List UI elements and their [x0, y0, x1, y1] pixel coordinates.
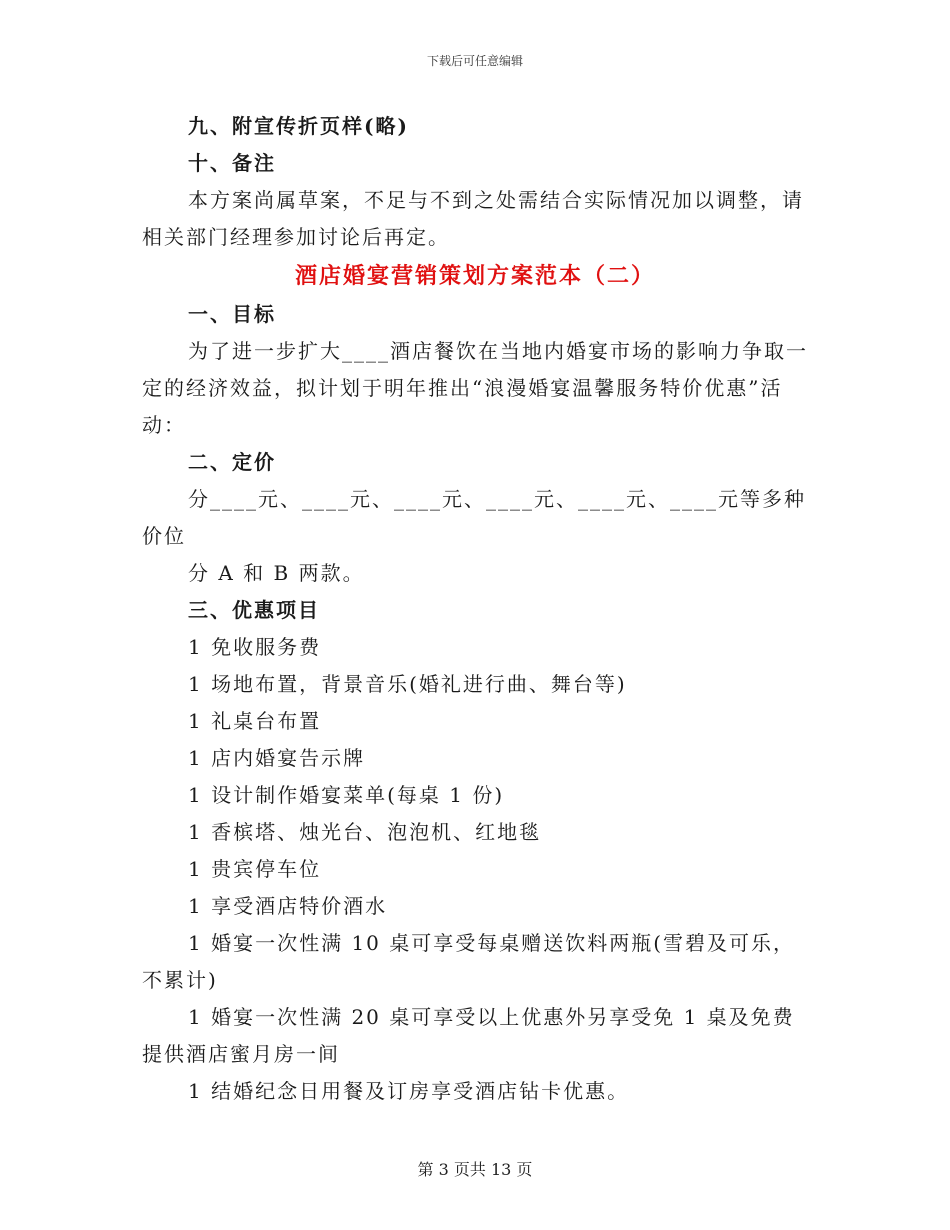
page-header: 下载后可任意编辑	[426, 54, 523, 68]
section-heading-10: 十、备注	[188, 151, 276, 175]
list-item: 1 享受酒店特价酒水	[188, 894, 388, 918]
list-item: 1 贵宾停车位	[188, 857, 322, 881]
list-item: 1 礼桌台布置	[188, 709, 322, 733]
document-title: 酒店婚宴营销策划方案范本（二）	[294, 263, 655, 289]
note-paragraph: 本方案尚属草案，不足与不到之处需结合实际情况加以调整，请相关部门经理参加讨论后再定。	[142, 188, 804, 249]
section-heading-2: 二、定价	[188, 450, 276, 474]
list-item: 1 婚宴一次性满 20 桌可享受以上优惠外另享受免 1 桌及免费提供酒店蜜月房一间	[142, 1005, 795, 1066]
list-item: 1 结婚纪念日用餐及订房享受酒店钻卡优惠。	[188, 1079, 630, 1103]
list-item: 1 店内婚宴告示牌	[188, 746, 366, 770]
pricing-types-paragraph: 分 A 和 B 两款。	[188, 561, 365, 585]
list-item: 1 场地布置，背景音乐(婚礼进行曲、舞台等)	[188, 672, 627, 696]
section-heading-3: 三、优惠项目	[188, 598, 320, 622]
page-footer: 第 3 页共 13 页	[417, 1160, 533, 1179]
pricing-paragraph: 分____元、____元、____元、____元、____元、____元等多种价位	[142, 487, 806, 548]
section-heading-9: 九、附宣传折页样(略)	[188, 114, 409, 138]
document-body	[142, 108, 808, 1110]
goal-paragraph: 为了进一步扩大____酒店餐饮在当地内婚宴市场的影响力争取一定的经济效益，拟计划于明年推出“浪漫婚宴温馨服务特价优惠”活动：	[142, 339, 808, 437]
section-heading-1: 一、目标	[188, 302, 276, 326]
list-item: 1 设计制作婚宴菜单(每桌 1 份)	[188, 783, 505, 807]
list-item: 1 免收服务费	[188, 635, 322, 659]
list-item: 1 香槟塔、烛光台、泡泡机、红地毯	[188, 820, 542, 844]
list-item: 1 婚宴一次性满 10 桌可享受每桌赠送饮料两瓶(雪碧及可乐，不累计)	[142, 931, 796, 992]
